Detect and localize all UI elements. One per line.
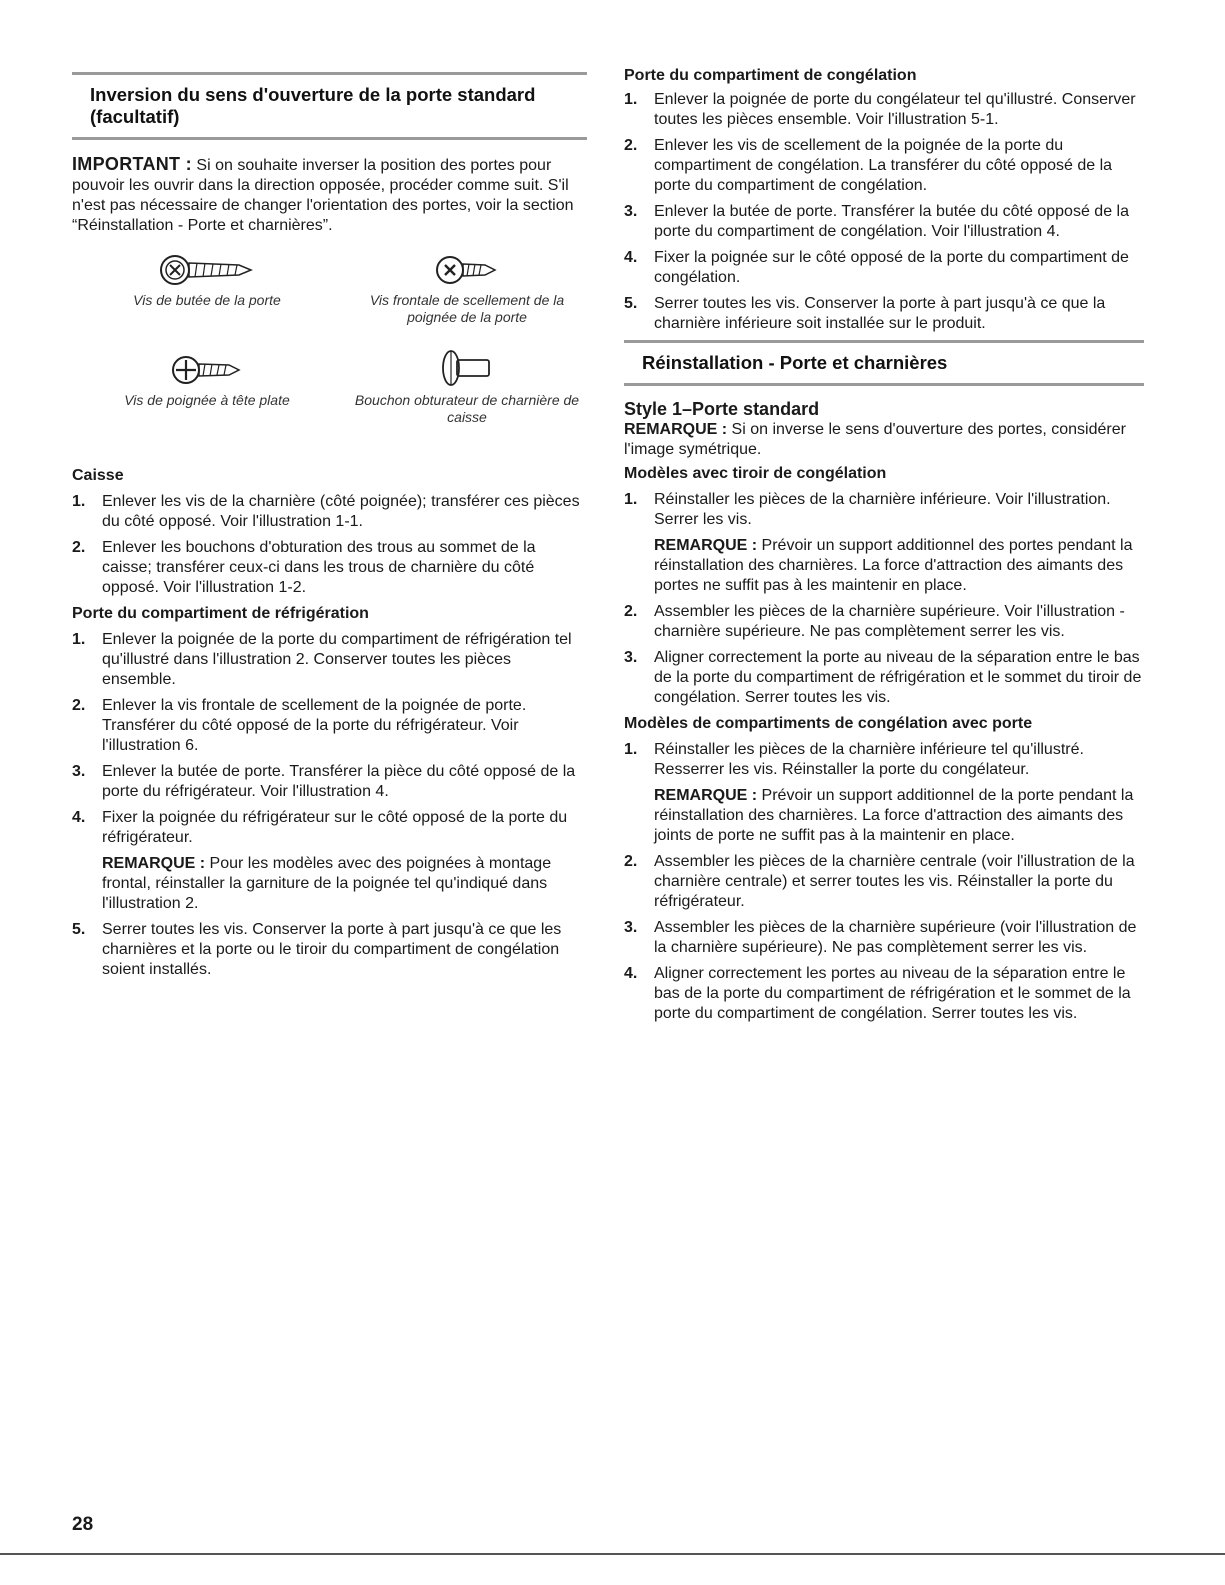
list-item: 3. Aligner correctement la porte au niveau de la séparation entre le bas de la porte du compartiment de réfrigération et le sommet du tiroir de congélation. Serrer toutes les vis. <box>624 649 1142 706</box>
drawer-steps <box>624 490 1144 708</box>
note-paragraph: REMARQUE : Prévoir un support additionnel des portes pendant la réinstallation des charnières. La force d'attraction des aimants des portes ne suffit pas à les maintenir en place. <box>654 537 1133 594</box>
list-item: 1. Enlever les vis de la charnière (côté poignée); transférer ces pièces du côté opposé. Voir l'illustration 1-1. <box>72 493 580 530</box>
list-item: 4. Aligner correctement les portes au niveau de la séparation entre le bas de la porte du compartiment de réfrigération et le sommet de la porte du compartiment de congélation. Serrer toutes les vis. <box>624 965 1131 1022</box>
list-item: 1. Réinstaller les pièces de la charnière inférieure. Voir l'illustration. Serrer les vis. REMARQUE : Prévoir un support additionnel des portes pendant la réinstallation des charnières. La force d'attraction des aimants des portes ne suffit pas à les maintenir en place. <box>624 490 1144 596</box>
screw-caption: Vis frontale de scellement de la poignée de la porte <box>369 292 565 325</box>
drawer-models-heading: Modèles avec tiroir de congélation <box>624 465 887 482</box>
door-models-heading: Modèles de compartiments de congélation avec porte <box>624 715 1033 732</box>
door-model-steps <box>624 740 1144 1024</box>
list-item: 1. Enlever la poignée de porte du congélateur tel qu'illustré. Conserver toutes les pièces ensemble. Voir l'illustration 5-1. <box>624 91 1136 128</box>
list-item: 3. Enlever la butée de porte. Transférer la pièce du côté opposé de la porte du réfrigérateur. Voir l'illustration 4. <box>72 763 576 800</box>
section-title-reversal: Inversion du sens d'ouverture de la porte standard (facultatif) <box>90 84 536 127</box>
refrig-steps <box>72 630 587 980</box>
hinge-screw-icon <box>159 250 255 290</box>
list-item: 2. Enlever les bouchons d'obturation des trous au sommet de la caisse; transférer ceux-ci dans les trous de charnière du côté opposé. Voir l'illustration 1-2. <box>72 539 536 596</box>
screw-item <box>92 246 322 309</box>
list-item: 5. Serrer toutes les vis. Conserver la porte à part jusqu'à ce que les charnières et la porte ou le tiroir du compartiment de congélation soient installés. <box>72 921 562 978</box>
flat-head-screw-icon <box>171 350 243 390</box>
list-item: 2. Enlever les vis de scellement de la poignée de la porte du compartiment de congélation. La transférer du côté opposé de la porte du compartiment de congélation. <box>624 137 1113 194</box>
screw-item <box>92 346 322 409</box>
screw-caption: Vis de butée de la porte <box>133 292 281 308</box>
list-item: 2. Assembler les pièces de la charnière supérieure. Voir l'illustration - charnière supérieure. Ne pas complètement serrer les vis. <box>624 603 1125 640</box>
section-header-reinstall <box>624 340 1144 386</box>
page-number: 28 <box>72 1514 94 1535</box>
note-label: REMARQUE : <box>624 421 728 438</box>
right-column <box>624 0 1144 1030</box>
freezer-steps <box>624 90 1144 334</box>
list-item: 3. Enlever la butée de porte. Transférer la butée du côté opposé de la porte du compartiment de congélation. Voir l'illustration 4. <box>624 203 1129 240</box>
note-label: REMARQUE : <box>654 787 758 804</box>
list-item: 2. Assembler les pièces de la charnière centrale (voir l'illustration de la charnière centrale) et serrer toutes les vis. Réinstaller la porte du réfrigérateur. <box>624 853 1135 910</box>
section-title-reinstall: Réinstallation - Porte et charnières <box>642 352 948 373</box>
list-item: 2. Enlever la vis frontale de scellement de la poignée de porte. Transférer du côté opposé de la porte du réfrigérateur. Voir l'illustration 6. <box>72 697 527 754</box>
list-item: 1. Enlever la poignée de la porte du compartiment de réfrigération tel qu'illustré dans l'illustration 2. Conserver toutes les pièces ensemble. <box>72 631 572 688</box>
screw-caption: Vis de poignée à tête plate <box>124 392 290 408</box>
important-label: IMPORTANT : <box>72 154 192 174</box>
style-note: REMARQUE : Si on inverse le sens d'ouverture des portes, considérer l'image symétrique. <box>624 421 1126 458</box>
style-heading: Style 1–Porte standard <box>624 399 820 419</box>
list-item: 5. Serrer toutes les vis. Conserver la porte à part jusqu'à ce que la charnière inférieure soit installée sur le produit. <box>624 295 1106 332</box>
screw-item <box>352 246 582 326</box>
section-header-reversal <box>72 72 587 140</box>
screw-item <box>352 346 582 426</box>
note-label: REMARQUE : <box>654 537 758 554</box>
caisse-steps <box>72 492 587 598</box>
caisse-heading: Caisse <box>72 467 124 484</box>
left-column <box>72 0 587 986</box>
freezer-heading: Porte du compartiment de congélation <box>624 67 917 84</box>
important-paragraph <box>72 154 587 236</box>
list-item: 1. Réinstaller les pièces de la charnière inférieure tel qu'illustré. Resserrer les vis. Réinstaller la porte du congélateur. REMARQUE : Prévoir un support additionnel de la porte pendant la réinstallation des charnières. La force d'attraction des aimants des joints de porte ne suffit pas à la maintenir en place. <box>624 740 1144 846</box>
list-item: 4. Fixer la poignée du réfrigérateur sur le côté opposé de la porte du réfrigérateur. REMARQUE : Pour les modèles avec des poignées à montage frontal, réinstaller la garniture de la poignée tel qu'indiqué dans l'illustration 2. <box>72 808 587 914</box>
screw-illustrations <box>72 246 587 446</box>
note-label: REMARQUE : <box>102 855 206 872</box>
list-item: 4. Fixer la poignée sur le côté opposé de la porte du compartiment de congélation. <box>624 249 1129 286</box>
important-text: Si on souhaite inverser la position des portes pour pouvoir les ouvrir dans la direction opposée, procéder comme suit. S'il n'est pas nécessaire de changer l'orientation des portes, voir la section “Réinstallation - Porte et charnières”. <box>72 157 574 234</box>
screw-caption: Bouchon obturateur de charnière de caisse <box>354 392 580 425</box>
list-item: 3. Assembler les pièces de la charnière supérieure (voir l'illustration de la charnière supérieure). Ne pas complètement serrer les vis. <box>624 919 1137 956</box>
refrig-heading: Porte du compartiment de réfrigération <box>72 605 369 622</box>
hinge-plug-icon <box>437 346 497 390</box>
handle-screw-icon <box>435 250 499 290</box>
note-paragraph: REMARQUE : Pour les modèles avec des poignées à montage frontal, réinstaller la garniture de la poignée tel qu'indiqué dans l'illustration 2. <box>102 855 552 912</box>
note-paragraph: REMARQUE : Prévoir un support additionnel de la porte pendant la réinstallation des charnières. La force d'attraction des aimants des joints de porte ne suffit pas à la maintenir en place. <box>654 787 1134 844</box>
bottom-rule <box>0 1553 1225 1555</box>
